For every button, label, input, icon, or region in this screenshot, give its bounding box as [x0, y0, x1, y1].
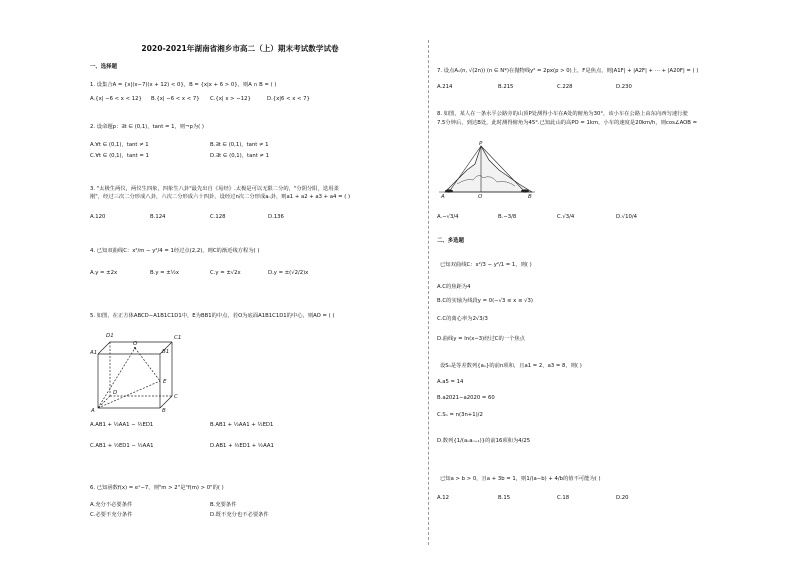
q3-option-d: D.136: [268, 214, 284, 220]
q2-option-b: B.∃t ∈ (0,1)，tant ≠ 1: [210, 142, 269, 148]
q11-option-b: B.15: [498, 495, 511, 501]
question-5: 5. 如图，在正方体ABCD−A1B1C1D1中，E为BB1的中点，若O为底面A1B1C1D1的中心，则AO = ( ): [90, 313, 335, 319]
column-divider: [428, 40, 429, 545]
mountain-label-a: A: [441, 194, 445, 200]
section-multi-choice: 二、多选题: [437, 238, 464, 244]
q8-option-d: D.√10/4: [616, 214, 638, 220]
q1-option-d: D.{x|6 < x < 7}: [267, 96, 310, 102]
q7-option-b: B.215: [498, 84, 514, 90]
cube-label-d: D: [113, 390, 118, 396]
question-3-line1: 3. "太极生两仪，两仪生四象，四象生八卦"最先出自《易经》.太极是可以无限二分的，"分阴分阳，迭用柔: [90, 186, 339, 192]
question-9: 已知双曲线C：x²/3 − y²/1 = 1，则( ): [440, 262, 532, 268]
q11-option-a: A.12: [437, 495, 449, 501]
q8-option-b: B.−3/8: [498, 214, 517, 220]
q2-option-c: C.∀t ∈ (0,1)，tant = 1: [90, 153, 149, 159]
q7-option-d: D.230: [616, 84, 632, 90]
q11-option-c: C.18: [557, 495, 570, 501]
q10-option-d: D.数列{1/(aₙaₙ₊₁)}的前16项和为4/25: [437, 438, 531, 444]
q3-option-b: B.124: [150, 214, 166, 220]
question-6: 6. 已知函数f(x) = eˣ−7，则"m > 2"是"f(m) > 0"的( ): [90, 485, 224, 491]
q3-option-c: C.128: [210, 214, 226, 220]
q4-option-c: C.y = ±√2x: [210, 270, 241, 276]
q3-option-a: A.120: [90, 214, 106, 220]
question-7: 7. 设点Aₙ(n, √(2n)) (n ∈ N*)在抛物线y² = 2px(p > 0)上，F是焦点，则|A1F| + |A2F| + ⋯ + |A20F| = ( ): [437, 68, 699, 74]
q1-option-c: C.{x| x > −12}: [210, 96, 251, 102]
mountain-label-p: P: [479, 141, 483, 147]
question-2: 2. 设命题p：∃t ∈ (0,1)，tant = 1，则¬p为( ): [90, 124, 204, 130]
q9-option-b: B.C的实轴为线段y = 0(−√3 ≤ x ≤ √3): [437, 298, 533, 304]
q1-option-a: A.{x| −6 < x < 12}: [90, 96, 142, 102]
q10-option-b: B.a2021−a2020 = 60: [437, 395, 495, 401]
cube-label-o: O: [133, 341, 138, 347]
q5-option-c: C.AB1 + ½ED1 − ½AA1: [90, 443, 154, 449]
q6-option-d: D.既不充分也不必要条件: [210, 512, 269, 518]
q4-option-a: A.y = ±2x: [90, 270, 118, 276]
q8-option-a: A.−√3/4: [437, 214, 459, 220]
cube-label-a: A: [91, 408, 95, 412]
cube-label-a1: A1: [90, 350, 98, 356]
q6-option-a: A.充分不必要条件: [90, 502, 133, 508]
question-4: 4. 已知双曲线C：x²/m − y²/4 = 1经过点(2,2)，则C的渐近线方程为( ): [90, 248, 260, 254]
q2-option-d: D.∃t ∈ (0,1)，tant ≠ 1: [210, 153, 269, 159]
q10-option-c: C.Sₙ = n(3n+1)/2: [437, 412, 483, 418]
mountain-figure: [437, 140, 537, 200]
q9-option-a: A.C的焦距为4: [437, 284, 471, 290]
mountain-label-b: B: [528, 194, 532, 200]
q11-option-d: D.20: [616, 495, 629, 501]
cube-label-b: B: [162, 408, 166, 412]
question-3-line2: 刚"，经过三次二分形成八卦，六次二分形成六十四卦，设经过n次二分形成aₙ卦，则a1 + a2 + a3 + a4 = ( ): [90, 194, 351, 200]
question-1: 1. 设集合A = {x|(x−7)(x + 12) < 0}，B = {x|x + 6 > 0}，则A ∩ B = ( ): [90, 82, 277, 88]
cube-label-c1: C1: [174, 335, 182, 341]
q8-option-c: C.√3/4: [557, 214, 575, 220]
q9-option-c: C.C的离心率为2√3/3: [437, 316, 488, 322]
question-10: 设Sₙ是等差数列{aₙ}的前n项和，且a1 = 2，a3 = 8，则( ): [440, 363, 582, 369]
question-8-line2: 7.5分钟后，到达B处，此时测得俯角为45°.已知此山的高PO = 1km，小车的速度是20km/h，则cos∠AOB =: [437, 120, 698, 126]
q10-option-a: A.a5 = 14: [437, 379, 464, 385]
section-single-choice: 一、选择题: [90, 64, 117, 70]
question-11: 已知a > b > 0，且a + 3b = 1，则1/(a−b) + 4/b的值不可能为( ): [440, 476, 601, 482]
cube-label-d1: D1: [106, 333, 114, 339]
q4-option-b: B.y = ±½x: [150, 270, 179, 276]
q9-option-d: D.曲线y = ln(x−3)经过C的一个焦点: [437, 336, 525, 342]
cube-label-e: E: [163, 379, 167, 385]
q7-option-a: A.214: [437, 84, 453, 90]
q7-option-c: C.228: [557, 84, 573, 90]
q5-option-d: D.AB1 + ½ED1 + ½AA1: [210, 443, 274, 449]
q6-option-b: B.充要条件: [210, 502, 237, 508]
q2-option-a: A.∀t ∈ (0,1)，tant ≠ 1: [90, 142, 149, 148]
q6-option-c: C.必要不充分条件: [90, 512, 133, 518]
q5-option-b: B.AB1 + ½AA1 + ½ED1: [210, 422, 274, 428]
cube-label-c: C: [174, 394, 178, 400]
cube-figure: [90, 326, 190, 412]
question-8-line1: 8. 如图，某人在一条水平公路旁的山顶P处测得小车在A处的俯角为30°，该小车在公路上由东向西匀速行驶: [437, 111, 688, 117]
page-title: 2020-2021年湖南省湘乡市高二（上）期末考试数学试卷: [141, 44, 339, 53]
q5-option-a: A.AB1 + ½AA1 − ½ED1: [90, 422, 154, 428]
q4-option-d: D.y = ±(√2/2)x: [268, 270, 309, 276]
cube-label-b1: B1: [162, 349, 170, 355]
q1-option-b: B.{x| −6 < x < 7}: [151, 96, 200, 102]
mountain-label-o: O: [478, 194, 483, 200]
